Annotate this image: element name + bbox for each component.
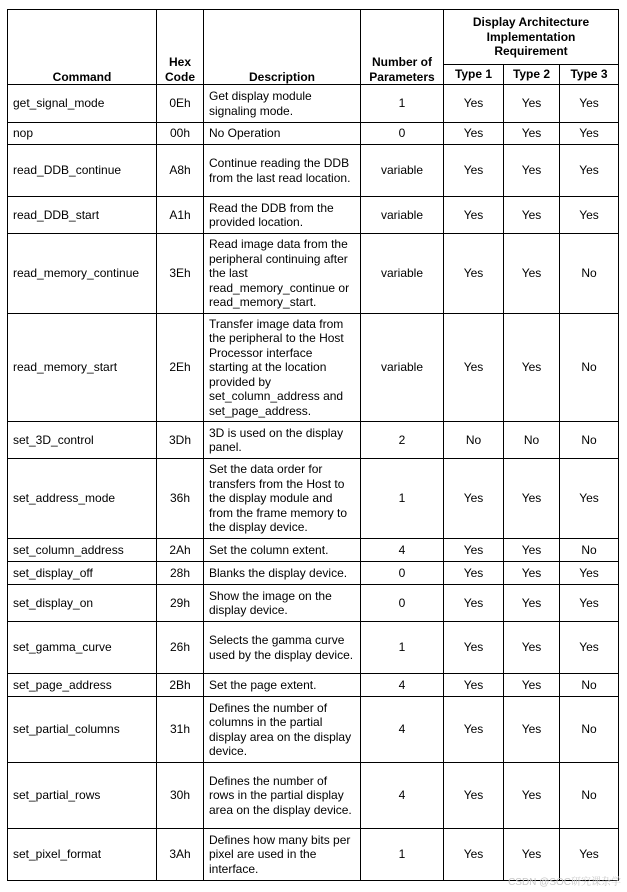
cell-parameters: 4 <box>361 674 444 697</box>
cell-command: set_address_mode <box>8 459 157 539</box>
cell-command: set_3D_control <box>8 422 157 459</box>
cell-parameters: 1 <box>361 622 444 674</box>
cell-command: set_column_address <box>8 539 157 562</box>
cell-type-1: Yes <box>444 585 504 622</box>
cell-command: set_page_address <box>8 674 157 697</box>
cell-description: Read the DDB from the provided location. <box>204 197 361 234</box>
cell-command: set_display_on <box>8 585 157 622</box>
cell-hex-code: 28h <box>157 562 204 585</box>
cell-description: Get display module signaling mode. <box>204 85 361 123</box>
cell-description: Selects the gamma curve used by the display device. <box>204 622 361 674</box>
table-row <box>8 145 619 197</box>
cell-command: read_memory_continue <box>8 234 157 314</box>
cell-hex-code: 00h <box>157 123 204 145</box>
cell-type-1: Yes <box>444 697 504 763</box>
cell-command: read_DDB_continue <box>8 145 157 197</box>
table-row <box>8 539 619 562</box>
cell-type-2: Yes <box>504 562 560 585</box>
cell-parameters: 1 <box>361 459 444 539</box>
cell-type-3: No <box>560 234 619 314</box>
cell-hex-code: A8h <box>157 145 204 197</box>
table-row <box>8 459 619 539</box>
cell-type-3: No <box>560 763 619 829</box>
cell-type-1: Yes <box>444 234 504 314</box>
table-row <box>8 234 619 314</box>
cell-parameters: variable <box>361 197 444 234</box>
cell-type-2: Yes <box>504 539 560 562</box>
header-type-1: Type 1 <box>444 65 504 85</box>
cell-hex-code: 36h <box>157 459 204 539</box>
cell-type-3: Yes <box>560 123 619 145</box>
cell-type-3: Yes <box>560 85 619 123</box>
cell-type-3: No <box>560 314 619 422</box>
cell-type-3: Yes <box>560 459 619 539</box>
cell-description: Defines the number of rows in the partial display area on the display device. <box>204 763 361 829</box>
cell-parameters: 0 <box>361 123 444 145</box>
cell-type-1: Yes <box>444 145 504 197</box>
command-table <box>7 9 619 881</box>
cell-parameters: 1 <box>361 829 444 881</box>
cell-hex-code: 30h <box>157 763 204 829</box>
cell-hex-code: 2Eh <box>157 314 204 422</box>
table-row <box>8 697 619 763</box>
cell-hex-code: A1h <box>157 197 204 234</box>
cell-description: 3D is used on the display panel. <box>204 422 361 459</box>
cell-type-2: Yes <box>504 314 560 422</box>
cell-type-1: Yes <box>444 123 504 145</box>
cell-type-1: Yes <box>444 829 504 881</box>
cell-command: set_partial_rows <box>8 763 157 829</box>
cell-type-1: No <box>444 422 504 459</box>
cell-type-3: No <box>560 697 619 763</box>
header-hex-code: Hex Code <box>157 10 204 85</box>
cell-type-2: Yes <box>504 674 560 697</box>
cell-command: nop <box>8 123 157 145</box>
cell-command: read_DDB_start <box>8 197 157 234</box>
cell-description: Defines how many bits per pixel are used in the interface. <box>204 829 361 881</box>
header-number-of-parameters: Number of Parameters <box>361 10 444 85</box>
cell-parameters: 0 <box>361 585 444 622</box>
cell-type-3: Yes <box>560 585 619 622</box>
cell-description: Set the data order for transfers from the Host to the display module and from the frame memory to the display device. <box>204 459 361 539</box>
cell-hex-code: 0Eh <box>157 85 204 123</box>
cell-parameters: variable <box>361 234 444 314</box>
table-row <box>8 197 619 234</box>
cell-type-3: Yes <box>560 829 619 881</box>
table-row <box>8 123 619 145</box>
cell-description: Read image data from the peripheral continuing after the last read_memory_continue or read_memory_start. <box>204 234 361 314</box>
cell-command: set_gamma_curve <box>8 622 157 674</box>
cell-type-2: No <box>504 422 560 459</box>
table-row <box>8 314 619 422</box>
cell-type-2: Yes <box>504 697 560 763</box>
header-display-architecture: Display Architecture Implementation Requirement <box>444 10 619 65</box>
cell-type-3: No <box>560 674 619 697</box>
cell-type-2: Yes <box>504 85 560 123</box>
cell-parameters: 4 <box>361 539 444 562</box>
cell-type-1: Yes <box>444 314 504 422</box>
cell-hex-code: 31h <box>157 697 204 763</box>
header-type-3: Type 3 <box>560 65 619 85</box>
cell-type-1: Yes <box>444 763 504 829</box>
cell-description: Set the page extent. <box>204 674 361 697</box>
cell-hex-code: 3Eh <box>157 234 204 314</box>
table-row <box>8 763 619 829</box>
cell-hex-code: 29h <box>157 585 204 622</box>
cell-parameters: 1 <box>361 85 444 123</box>
cell-type-1: Yes <box>444 622 504 674</box>
cell-parameters: 4 <box>361 697 444 763</box>
cell-type-2: Yes <box>504 234 560 314</box>
cell-type-1: Yes <box>444 85 504 123</box>
cell-command: set_display_off <box>8 562 157 585</box>
cell-type-2: Yes <box>504 459 560 539</box>
cell-type-1: Yes <box>444 459 504 539</box>
cell-type-2: Yes <box>504 585 560 622</box>
cell-hex-code: 3Dh <box>157 422 204 459</box>
cell-description: Continue reading the DDB from the last read location. <box>204 145 361 197</box>
cell-type-2: Yes <box>504 145 560 197</box>
cell-description: Blanks the display device. <box>204 562 361 585</box>
cell-type-3: No <box>560 422 619 459</box>
table-header <box>8 10 619 85</box>
cell-parameters: 2 <box>361 422 444 459</box>
cell-hex-code: 3Ah <box>157 829 204 881</box>
cell-type-1: Yes <box>444 539 504 562</box>
table-row <box>8 622 619 674</box>
cell-parameters: variable <box>361 145 444 197</box>
table-row <box>8 422 619 459</box>
cell-type-1: Yes <box>444 562 504 585</box>
cell-description: Set the column extent. <box>204 539 361 562</box>
cell-type-2: Yes <box>504 622 560 674</box>
cell-parameters: 0 <box>361 562 444 585</box>
cell-type-3: Yes <box>560 197 619 234</box>
cell-type-3: No <box>560 539 619 562</box>
cell-description: Show the image on the display device. <box>204 585 361 622</box>
cell-type-1: Yes <box>444 197 504 234</box>
header-type-2: Type 2 <box>504 65 560 85</box>
cell-hex-code: 26h <box>157 622 204 674</box>
cell-command: read_memory_start <box>8 314 157 422</box>
table-row <box>8 674 619 697</box>
cell-command: set_pixel_format <box>8 829 157 881</box>
cell-hex-code: 2Bh <box>157 674 204 697</box>
table-row <box>8 585 619 622</box>
header-description: Description <box>204 10 361 85</box>
cell-type-1: Yes <box>444 674 504 697</box>
cell-type-2: Yes <box>504 197 560 234</box>
cell-hex-code: 2Ah <box>157 539 204 562</box>
cell-type-2: Yes <box>504 829 560 881</box>
cell-type-2: Yes <box>504 763 560 829</box>
cell-type-2: Yes <box>504 123 560 145</box>
cell-description: Transfer image data from the peripheral to the Host Processor interface starting at the location provided by set_column_address and set_page_address. <box>204 314 361 422</box>
cell-command: set_partial_columns <box>8 697 157 763</box>
table-row <box>8 562 619 585</box>
cell-description: No Operation <box>204 123 361 145</box>
table-row <box>8 85 619 123</box>
cell-description: Defines the number of columns in the partial display area on the display device. <box>204 697 361 763</box>
cell-type-3: Yes <box>560 145 619 197</box>
header-command: Command <box>8 10 157 85</box>
cell-parameters: 4 <box>361 763 444 829</box>
cell-parameters: variable <box>361 314 444 422</box>
watermark: CSDN @SOC研究课杂学 <box>508 877 621 888</box>
cell-type-3: Yes <box>560 562 619 585</box>
cell-type-3: Yes <box>560 622 619 674</box>
cell-command: get_signal_mode <box>8 85 157 123</box>
